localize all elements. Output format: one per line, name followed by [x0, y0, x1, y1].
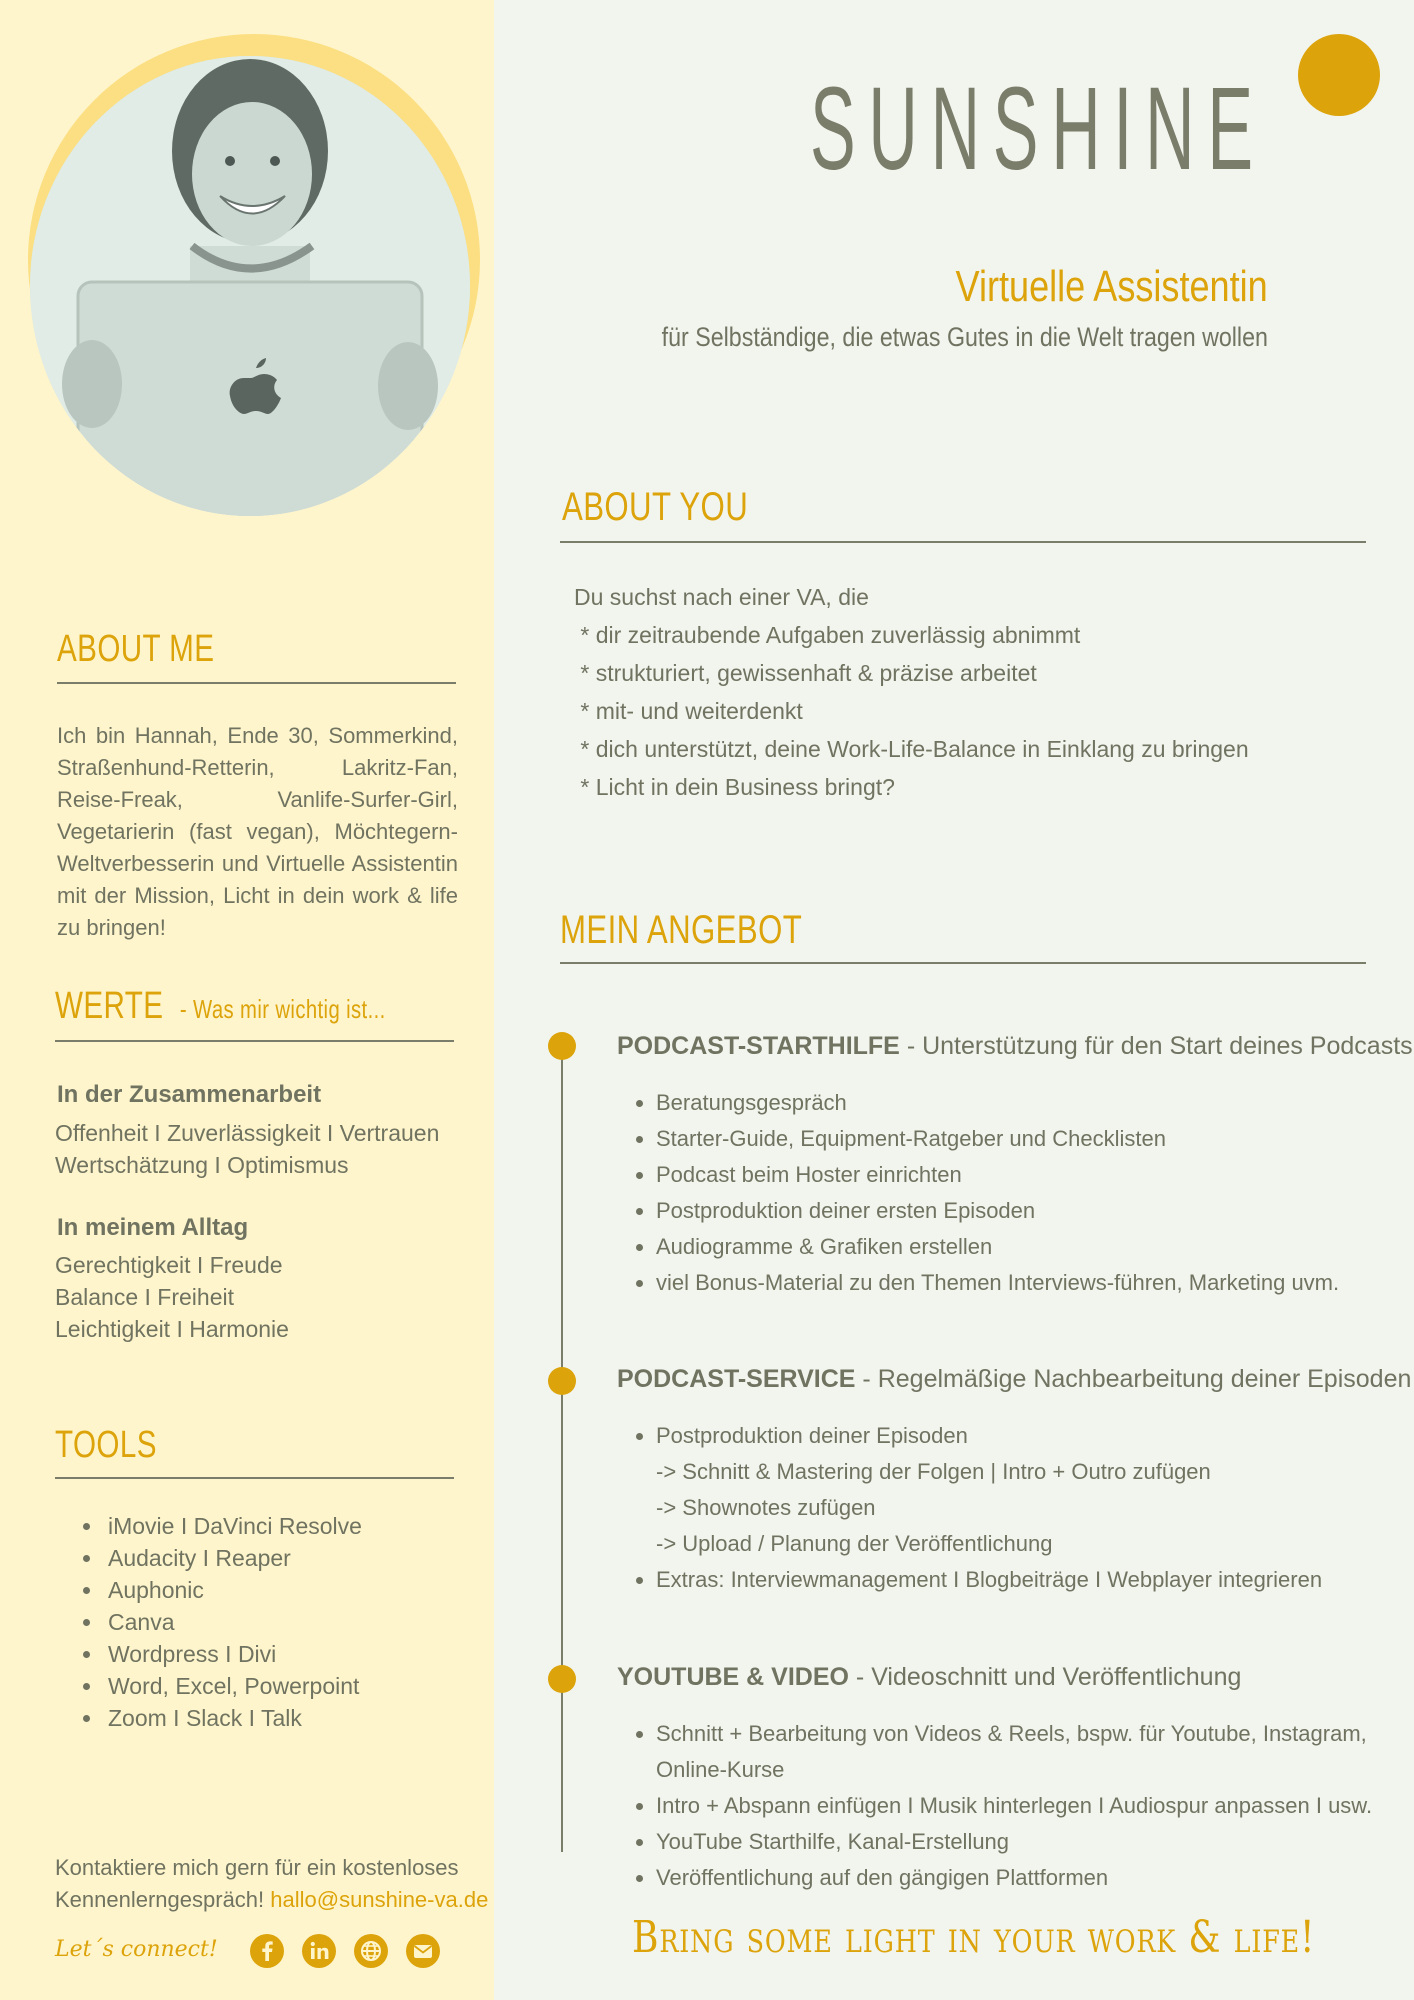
timeline-dot — [548, 1367, 576, 1395]
werte-heading — [55, 985, 386, 1028]
about-you-text — [574, 578, 1249, 806]
werte-rule — [55, 1040, 454, 1042]
timeline-line — [561, 1048, 563, 1852]
service-item-list — [617, 1085, 1339, 1301]
main-content — [494, 0, 1414, 2000]
tool-item: • Canva — [104, 1606, 362, 1638]
service-item: • Postproduktion deiner Episoden — [656, 1418, 1322, 1454]
about-you-line: * mit- und weiterdenkt — [574, 698, 803, 724]
role-subtitle: Virtuelle Assistentin — [955, 262, 1268, 311]
service-item: • viel Bonus-Material zu den Themen Interviews-führen, Marketing uvm. — [656, 1265, 1339, 1301]
service-name: PODCAST-STARTHILFE — [617, 1032, 900, 1060]
about-you-line: * dich unterstützt, deine Work-Life-Balance in Einklang zu bringen — [574, 736, 1249, 762]
person-with-laptop-illustration — [30, 56, 470, 516]
angebot-rule — [560, 962, 1366, 964]
service-item: • Beratungsgespräch — [656, 1085, 1339, 1121]
werte-group1-line: Wertschätzung I Optimismus — [55, 1152, 349, 1178]
tool-item: • Audacity I Reaper — [104, 1542, 362, 1574]
werte-group2-line: Balance I Freiheit — [55, 1284, 234, 1310]
tools-rule — [55, 1477, 454, 1479]
tool-item: • iMovie I DaVinci Resolve — [104, 1510, 362, 1542]
tool-item: • Zoom I Slack I Talk — [104, 1702, 362, 1734]
service-desc: - Regelmäßige Nachbearbeitung deiner Episoden — [855, 1365, 1412, 1393]
tools-heading: TOOLS — [55, 1424, 157, 1466]
werte-group2-line: Gerechtigkeit I Freude — [55, 1252, 283, 1278]
werte-title: WERTE — [55, 985, 164, 1027]
service-name: YOUTUBE & VIDEO — [617, 1663, 849, 1691]
service-heading — [617, 1365, 1411, 1394]
service-desc: - Videoschnitt und Veröffentlichung — [848, 1663, 1242, 1691]
about-you-line: * Licht in dein Business bringt? — [574, 774, 895, 800]
about-you-rule — [560, 541, 1366, 543]
angebot-heading: MEIN ANGEBOT — [560, 908, 803, 952]
service-item: • Audiogramme & Grafiken erstellen — [656, 1229, 1339, 1265]
contact-line1: Kontaktiere mich gern für ein kostenloses — [55, 1855, 459, 1880]
contact-text — [55, 1852, 488, 1916]
werte-group2-title: In meinem Alltag — [57, 1214, 249, 1241]
service-name: PODCAST-SERVICE — [617, 1365, 856, 1393]
timeline-dot — [548, 1032, 576, 1060]
service-item: • Starter-Guide, Equipment-Ratgeber und Checklisten — [656, 1121, 1339, 1157]
lets-connect-label: Let´s connect! — [55, 1937, 218, 1962]
facebook-icon[interactable] — [250, 1934, 284, 1968]
service-item-list — [617, 1716, 1414, 1896]
service-item: • YouTube Starthilfe, Kanal-Erstellung — [656, 1824, 1414, 1860]
linkedin-icon[interactable] — [302, 1934, 336, 1968]
about-me-rule — [57, 682, 456, 684]
about-me-text: Ich bin Hannah, Ende 30, Sommerkind, Straßenhund-Retterin, Lakritz-Fan, Reise-Freak, Vanlife-Surfer-Girl, Vegetarierin (fast vegan), Möchtegern-Weltverbesserin und Virtuelle Assistentin mit der Mission, Licht in dein work & life zu bringen! — [57, 723, 458, 940]
tagline: für Selbständige, die etwas Gutes in die Welt tragen wollen — [661, 322, 1268, 352]
service-item: • Postproduktion deiner ersten Episoden — [656, 1193, 1339, 1229]
about-you-line: Du suchst nach einer VA, die — [574, 584, 869, 610]
service-item: • Schnitt + Bearbeitung von Videos & Reels, bspw. für Youtube, Instagram, Online-Kurse — [656, 1716, 1414, 1788]
werte-subtitle: - Was mir wichtig ist... — [179, 994, 386, 1024]
contact-line2-text: Kennenlerngespräch! — [55, 1887, 265, 1912]
tool-item: • Auphonic — [104, 1574, 362, 1606]
timeline-dot — [548, 1665, 576, 1693]
service-desc: - Unterstützung für den Start deines Podcasts — [899, 1032, 1413, 1060]
about-me-heading: ABOUT ME — [57, 628, 215, 670]
tools-list — [74, 1510, 362, 1734]
about-you-line: * strukturiert, gewissenhaft & präzise arbeitet — [574, 660, 1037, 686]
contact-line2 — [55, 1884, 488, 1916]
service-heading — [617, 1032, 1413, 1061]
service-subitem: -> Schnitt & Mastering der Folgen | Intro + Outro zufügen — [656, 1459, 1211, 1484]
service-item: • Intro + Abspann einfügen I Musik hinterlegen I Audiospur anpassen I usw. — [656, 1788, 1414, 1824]
werte-group1-title: In der Zusammenarbeit — [57, 1081, 322, 1108]
about-you-heading: ABOUT YOU — [562, 485, 749, 529]
service-subitem: -> Upload / Planung der Veröffentlichung — [656, 1531, 1053, 1556]
page-title: SUNSHINE — [810, 63, 1266, 195]
motto: Bring some light in your work & life! — [632, 1912, 1316, 1963]
globe-icon[interactable] — [354, 1934, 388, 1968]
about-you-line: * dir zeitraubende Aufgaben zuverlässig abnimmt — [574, 622, 1081, 648]
sun-circle-icon — [1298, 34, 1380, 116]
service-item-list — [617, 1418, 1322, 1598]
service-subitem: -> Shownotes zufügen — [656, 1495, 876, 1520]
service-item: • Extras: Interviewmanagement I Blogbeiträge I Webplayer integrieren — [656, 1562, 1322, 1598]
profile-photo — [30, 56, 470, 516]
tool-item: • Wordpress I Divi — [104, 1638, 362, 1670]
service-heading — [617, 1663, 1241, 1692]
contact-email-link[interactable]: hallo@sunshine-va.de — [270, 1887, 489, 1912]
werte-group2-line: Leichtigkeit I Harmonie — [55, 1316, 289, 1342]
sidebar — [0, 0, 494, 2000]
service-item: • Veröffentlichung auf den gängigen Plattformen — [656, 1860, 1414, 1896]
mail-icon[interactable] — [406, 1934, 440, 1968]
tool-item: • Word, Excel, Powerpoint — [104, 1670, 362, 1702]
werte-group1-line: Offenheit I Zuverlässigkeit I Vertrauen — [55, 1120, 440, 1146]
service-item: • Podcast beim Hoster einrichten — [656, 1157, 1339, 1193]
